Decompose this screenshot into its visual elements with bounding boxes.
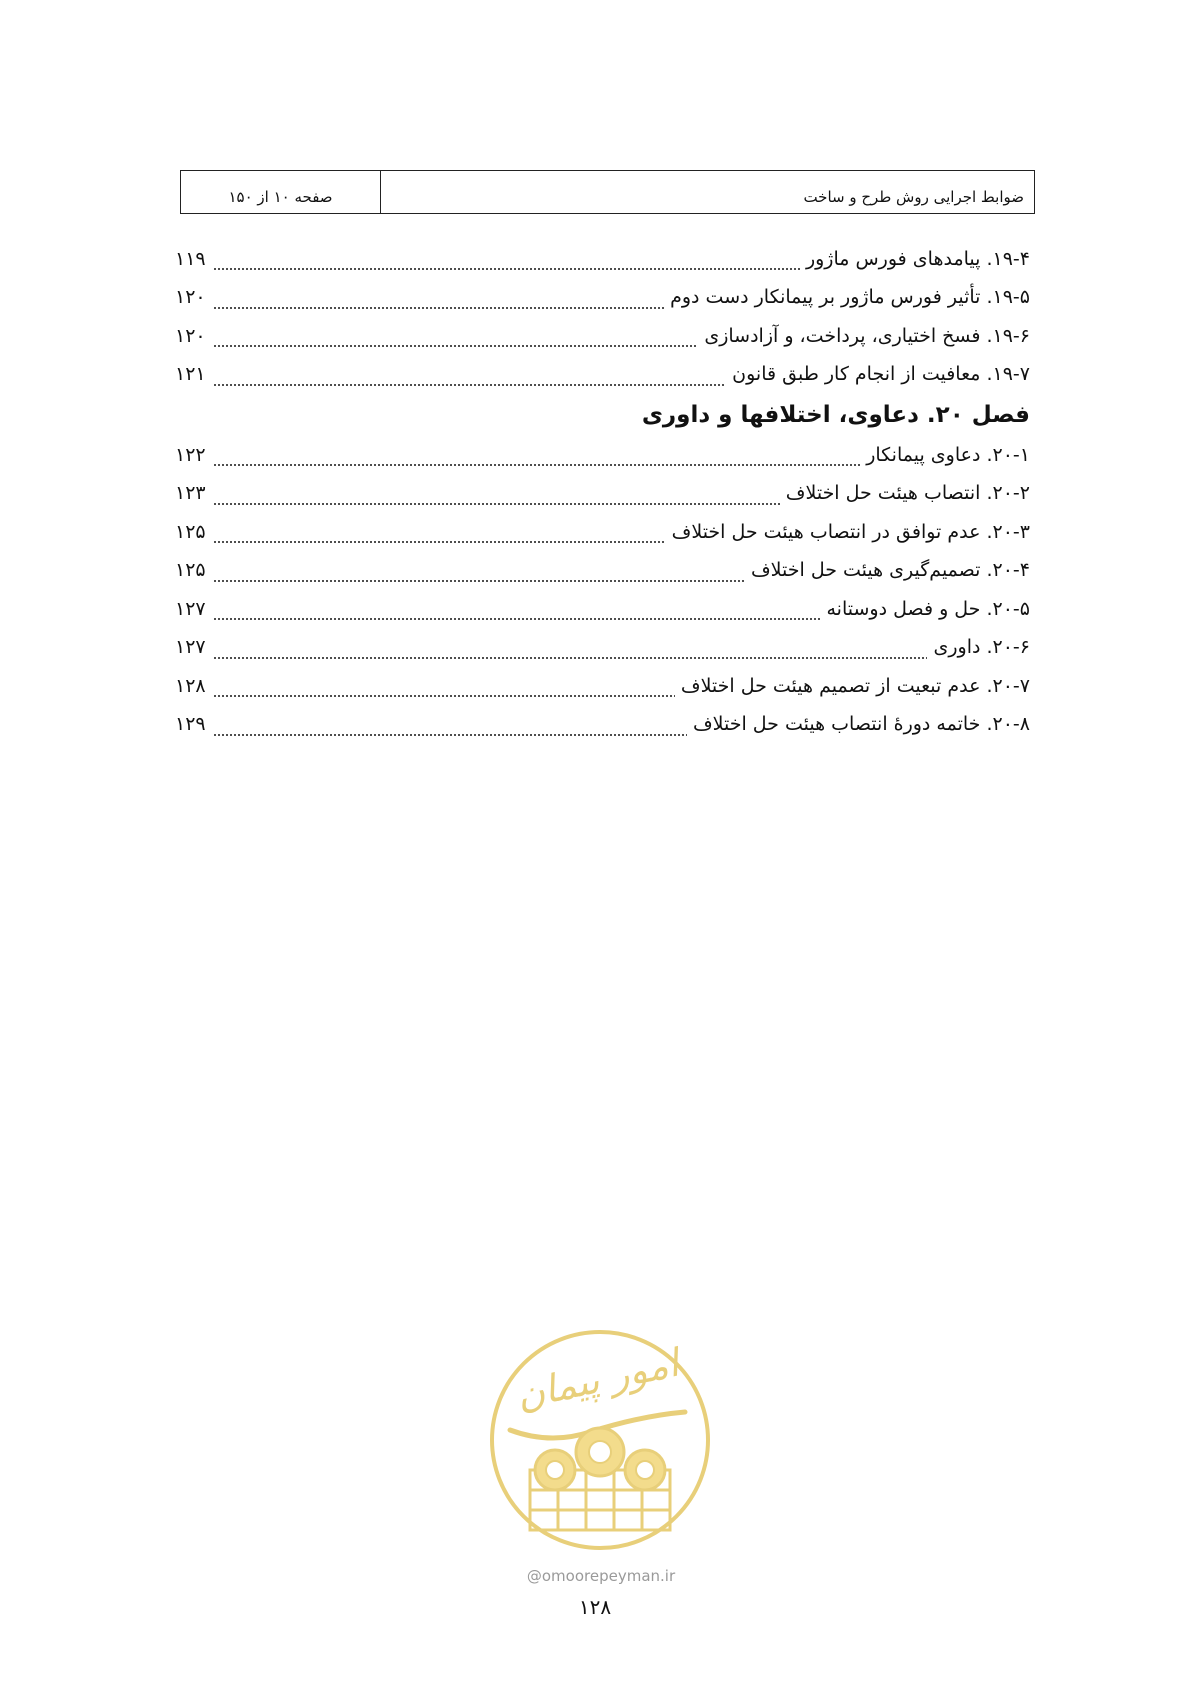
toc-entry-label: ۲۰-۷. عدم تبعیت از تصمیم هیئت حل اختلاف bbox=[680, 674, 1030, 697]
toc-entry-page: ۱۲۹ bbox=[175, 713, 206, 736]
chapter-heading[interactable] bbox=[175, 394, 1030, 436]
dot-leader bbox=[213, 451, 860, 467]
dot-leader bbox=[213, 644, 927, 660]
watermark-logo-text: امور پیمان bbox=[512, 1340, 683, 1418]
toc-entry-label: ۲۰-۴. تصمیم‌گیری هیئت حل اختلاف bbox=[750, 559, 1030, 582]
toc-entry-page: ۱۲۰ bbox=[175, 286, 206, 309]
toc-entry-label: ۲۰-۸. خاتمه دورهٔ انتصاب هیئت حل اختلاف bbox=[692, 713, 1030, 736]
toc-entry[interactable] bbox=[175, 317, 1030, 356]
toc-entry[interactable] bbox=[175, 629, 1030, 668]
toc-entry-label: ۱۹-۶. فسخ اختیاری، پرداخت، و آزادسازی bbox=[704, 324, 1030, 347]
toc-entry-label: ۲۰-۳. عدم توافق در انتصاب هیئت حل اختلاف bbox=[671, 520, 1030, 543]
toc-entry-page: ۱۲۱ bbox=[175, 363, 206, 386]
toc-entry-page: ۱۲۸ bbox=[175, 674, 206, 697]
dot-leader bbox=[213, 528, 666, 544]
dot-leader bbox=[213, 721, 687, 737]
toc-entry[interactable] bbox=[175, 513, 1030, 552]
watermark-url: @omoorepeyman.ir bbox=[526, 1567, 676, 1585]
toc-entry[interactable] bbox=[175, 706, 1030, 745]
toc-entry[interactable] bbox=[175, 436, 1030, 475]
toc-entry-label: ۱۹-۷. معافیت از انجام کار طبق قانون bbox=[732, 363, 1030, 386]
dot-leader bbox=[213, 605, 821, 621]
toc-entry-page: ۱۲۳ bbox=[175, 482, 206, 505]
footer-page-number: ۱۲۸ bbox=[578, 1595, 612, 1619]
toc-entry-label: ۱۹-۴. پیامدهای فورس ماژور bbox=[805, 247, 1030, 270]
toc-entry-page: ۱۲۵ bbox=[175, 559, 206, 582]
dot-leader bbox=[213, 332, 698, 348]
toc-entry[interactable] bbox=[175, 475, 1030, 514]
toc-entry-label: ۲۰-۲. انتصاب هیئت حل اختلاف bbox=[785, 482, 1030, 505]
dot-leader bbox=[213, 490, 780, 506]
toc-entry-label: ۲۰-۵. حل و فصل دوستانه bbox=[826, 597, 1030, 620]
chapter-heading-text: فصل ۲۰. دعاوی، اختلافها و داوری bbox=[641, 402, 1030, 428]
toc-entry-page: ۱۲۷ bbox=[175, 636, 206, 659]
toc-entry[interactable] bbox=[175, 667, 1030, 706]
toc-entry[interactable] bbox=[175, 356, 1030, 395]
header-title: ضوابط اجرایی روش طرح و ساخت bbox=[803, 188, 1024, 206]
toc-entry-label: ۱۹-۵. تأثیر فورس ماژور بر پیمانکار دست دوم bbox=[670, 286, 1030, 309]
toc-entry-label: ۲۰-۱. دعاوی پیمانکار bbox=[866, 443, 1030, 466]
dot-leader bbox=[213, 682, 675, 698]
toc-entry-page: ۱۲۰ bbox=[175, 324, 206, 347]
dot-leader bbox=[213, 567, 745, 583]
toc-entry[interactable] bbox=[175, 590, 1030, 629]
toc-entry[interactable] bbox=[175, 552, 1030, 591]
dot-leader bbox=[213, 371, 726, 387]
watermark-logo bbox=[480, 1320, 720, 1560]
toc-entry-page: ۱۲۷ bbox=[175, 597, 206, 620]
toc-entry[interactable] bbox=[175, 279, 1030, 318]
dot-leader bbox=[213, 294, 664, 310]
toc-entry-label: ۲۰-۶. داوری bbox=[933, 636, 1030, 659]
toc-entry[interactable] bbox=[175, 240, 1030, 279]
toc-entry-page: ۱۱۹ bbox=[175, 247, 206, 270]
dot-leader bbox=[213, 255, 800, 271]
header-page-info: صفحه ۱۰ از ۱۵۰ bbox=[181, 171, 381, 213]
toc-entry-page: ۱۲۲ bbox=[175, 443, 206, 466]
header-box bbox=[180, 170, 1035, 214]
table-of-contents bbox=[175, 240, 1030, 744]
toc-entry-page: ۱۲۵ bbox=[175, 520, 206, 543]
